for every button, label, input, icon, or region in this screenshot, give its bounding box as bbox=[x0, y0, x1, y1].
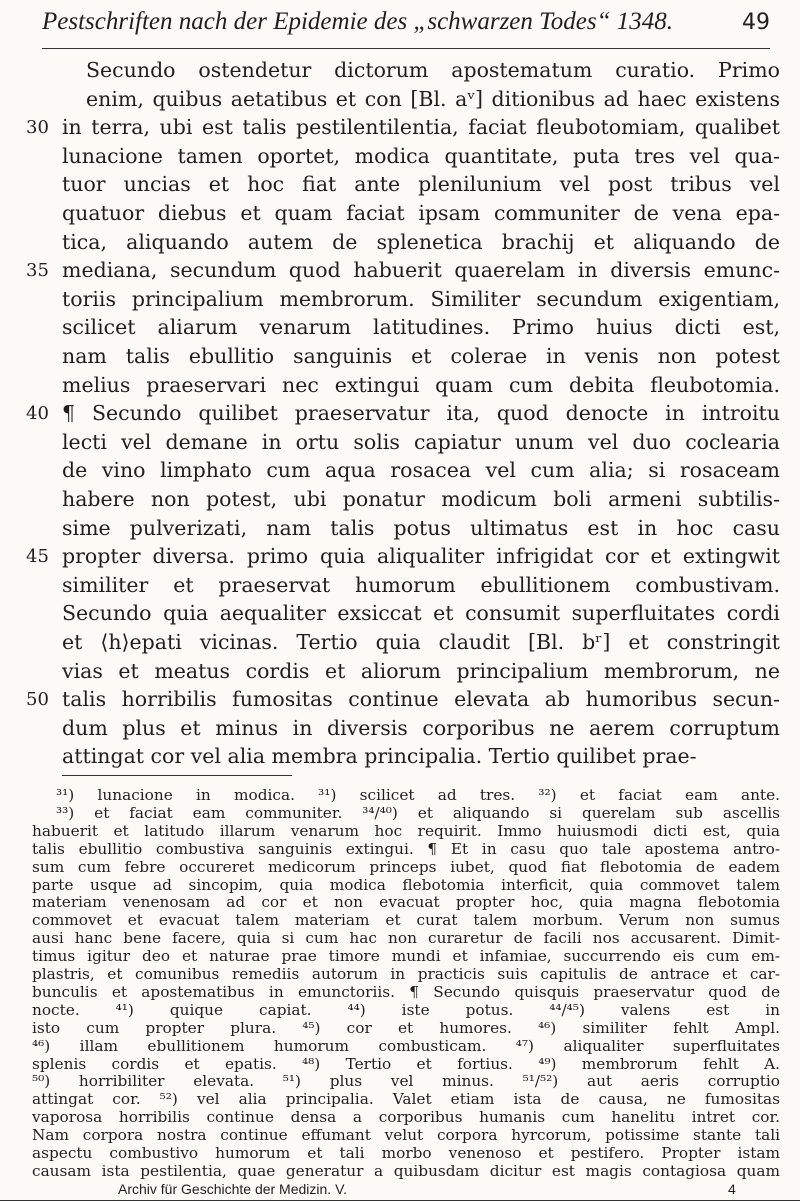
footnote-text: ⁴⁶) illam ebullitionem humorum combusticam. ⁴⁷) aliqualiter superfluitates bbox=[32, 1036, 780, 1055]
footnote-text: materiam venenosam ad cor et non evacuat propter hoc, quia magna flebotomia bbox=[32, 893, 780, 912]
line-text: mediana, secundum quod habuerit quaerelam in diversis emunc- bbox=[62, 258, 780, 283]
text-line bbox=[0, 601, 800, 629]
text-line bbox=[0, 115, 800, 143]
footnote-separator bbox=[62, 775, 292, 776]
journal-title: Archiv für Geschichte der Medizin. V. bbox=[118, 1181, 348, 1197]
footnote-text: bunculis et apostematibus in emunctoriis. ¶ Secundo quisquis praeservatur quod de bbox=[32, 982, 780, 1001]
line-text: melius praeservari nec extingui quam cum debita fleubotomia. bbox=[62, 372, 780, 397]
text-line bbox=[0, 401, 800, 429]
line-number: 30 bbox=[26, 117, 49, 139]
line-text: enim, quibus aetatibus et con [Bl. aᵛ] ditionibus ad haec existens bbox=[86, 86, 780, 111]
line-text: talis horribilis fumositas continue elevata ab humoribus secun- bbox=[62, 687, 780, 712]
text-line bbox=[0, 172, 800, 200]
footnote-text: plastris, et comunibus remediis autorum in practicis suis capitulis de antrace et car- bbox=[32, 965, 780, 983]
line-text: in terra, ubi est talis pestilentilentia, faciat fleubotomiam, qualibet bbox=[62, 115, 780, 140]
signature-mark: 4 bbox=[728, 1181, 736, 1197]
text-line bbox=[0, 58, 800, 86]
text-line bbox=[0, 373, 800, 401]
text-line bbox=[0, 430, 800, 458]
footnote-text: habuerit et latitudo illarum venarum hoc requirit. Immo huiusmodi dicti est, quia bbox=[32, 821, 780, 840]
line-text: tuor uncias et hoc fiat ante plenilunium vel post tribus vel bbox=[62, 172, 780, 197]
text-line bbox=[0, 516, 800, 544]
footnote-text: vaporosa horribilis continue densa a corporibus humanis cum hanelitu intret cor. bbox=[32, 1108, 780, 1127]
line-text: nam talis ebullitio sanguinis et colerae in venis non potest bbox=[62, 344, 780, 368]
page-footer bbox=[0, 1181, 800, 1201]
footnote-text: sum cum febre occureret medicorum princeps iubet, quod fiat flebotomia de eadem bbox=[32, 857, 780, 876]
line-text: de vino limphato cum aqua rosacea vel cum alia; si rosaceam bbox=[62, 458, 780, 483]
line-number: 50 bbox=[26, 689, 49, 711]
text-line bbox=[0, 744, 800, 772]
line-text: toriis principalium membrorum. Similiter secundum exigentiam, bbox=[62, 286, 780, 311]
footnote-text: parte usque ad sincopim, quia modica flebotomia interficit, quia commovet talem bbox=[32, 875, 780, 894]
line-text: propter diversa. primo quia aliqualiter infrigidat cor et extingwit bbox=[62, 544, 780, 569]
line-number: 45 bbox=[26, 546, 49, 568]
line-text: lecti vel demane in ortu solis capiatur unum vel duo coclearia bbox=[62, 429, 780, 454]
line-text: tica, aliquando autem de splenetica brachij et aliquando de bbox=[62, 229, 780, 254]
text-line bbox=[0, 201, 800, 229]
footnote-text: ³¹) lunacione in modica. ³¹) scilicet ad tres. ³²) et faciat eam ante. bbox=[56, 786, 780, 804]
line-text: quatuor diebus et quam faciat ipsam communiter de vena epa- bbox=[62, 201, 780, 225]
text-line bbox=[0, 258, 800, 286]
header-rule bbox=[42, 48, 770, 49]
page-number: 49 bbox=[742, 10, 770, 35]
line-text: Secundo quia aequaliter exsiccat et consumit superfluitates cordi bbox=[62, 601, 780, 626]
footnote-text: aspectu combustivo humorum et tali morbo venenoso et pestifero. Propter istam bbox=[32, 1144, 780, 1162]
text-line bbox=[0, 687, 800, 715]
text-line bbox=[0, 573, 800, 601]
line-text: similiter et praeservat humorum ebullitionem combustivam. bbox=[62, 572, 780, 597]
footnote-text: nocte. ⁴¹) quique capiat. ⁴⁴) iste potus. ⁴⁴/⁴⁵) valens est in bbox=[32, 1000, 780, 1019]
footnote-text: timus igitur deo et naturae prae timore mundi et infamiae, succurrendo eis cum em- bbox=[32, 947, 780, 966]
text-line bbox=[0, 458, 800, 486]
footnote-text: Nam corpora nostra continue effumant velut corpora hyrcorum, potissime stante tali bbox=[32, 1126, 780, 1145]
running-head-title: Pestschriften nach der Epidemie des „schwarzen Todes“ 1348. bbox=[42, 8, 673, 35]
line-text: scilicet aliarum venarum latitudines. Primo huius dicti est, bbox=[62, 315, 780, 340]
text-line bbox=[0, 716, 800, 744]
line-text: sime pulverizati, nam talis potus ultimatus est in hoc casu bbox=[62, 515, 780, 540]
text-line bbox=[0, 487, 800, 515]
text-line bbox=[0, 144, 800, 172]
footnote-text: splenis cordis et epatis. ⁴⁸) Tertio et fortius. ⁴⁹) membrorum fehlt A. bbox=[32, 1054, 780, 1073]
line-number: 40 bbox=[26, 403, 49, 425]
line-text: vias et meatus cordis et aliorum principalium membrorum, ne bbox=[62, 658, 780, 683]
line-text: lunacione tamen oportet, modica quantitate, puta tres vel qua- bbox=[62, 143, 780, 168]
line-text: attingat cor vel alia membra principalia. Tertio quilibet prae- bbox=[62, 744, 697, 769]
footnote-text: causam ista pestilentia, quae generatur a quibusdam dicitur est magis contagiosa quam bbox=[32, 1161, 780, 1180]
text-line bbox=[0, 659, 800, 687]
footnote-text: ³³) et faciat eam communiter. ³⁴/⁴⁰) et aliquando si querelam sub ascellis bbox=[56, 803, 780, 822]
footnote-text: isto cum propter plura. ⁴⁵) cor et humores. ⁴⁶) similiter fehlt Ampl. bbox=[32, 1018, 780, 1037]
line-text: Secundo ostendetur dictorum apostematum curatio. Primo bbox=[86, 58, 780, 82]
line-text: habere non potest, ubi ponatur modicum boli armeni subtilis- bbox=[62, 487, 780, 511]
footnote-text: attingat cor. ⁵²) vel alia principalia. Valet etiam ista de causa, ne fumositas bbox=[32, 1090, 780, 1109]
text-line bbox=[0, 544, 800, 572]
footnote-text: commovet et evacuat talem materiam et curat talem morbum. Verum non sumus bbox=[32, 911, 780, 930]
line-number: 35 bbox=[26, 260, 49, 282]
text-line bbox=[0, 344, 800, 372]
text-line bbox=[0, 230, 800, 258]
text-line bbox=[0, 630, 800, 658]
footnote-text: talis ebullitio combustiva sanguinis extingui. ¶ Et in casu quo tale apostema antro- bbox=[32, 839, 780, 858]
line-text: et ⟨h⟩epati vicinas. Tertio quia claudit [Bl. bʳ] et constringit bbox=[62, 630, 780, 654]
footnote-text: ausi hanc bene facere, quia si cum hac non curaretur de facili nos accusarent. Dimit- bbox=[32, 929, 780, 948]
text-line bbox=[0, 287, 800, 315]
text-line bbox=[0, 87, 800, 115]
line-text: dum plus et minus in diversis corporibus ne aerem corruptum bbox=[62, 715, 780, 740]
running-head bbox=[42, 8, 770, 48]
line-text: ¶ Secundo quilibet praeservatur ita, quod denocte in introitu bbox=[62, 401, 780, 426]
footnote-text: ⁵⁰) horribiliter elevata. ⁵¹) plus vel minus. ⁵¹/⁵²) aut aeris corruptio bbox=[32, 1072, 780, 1091]
text-line bbox=[0, 315, 800, 343]
